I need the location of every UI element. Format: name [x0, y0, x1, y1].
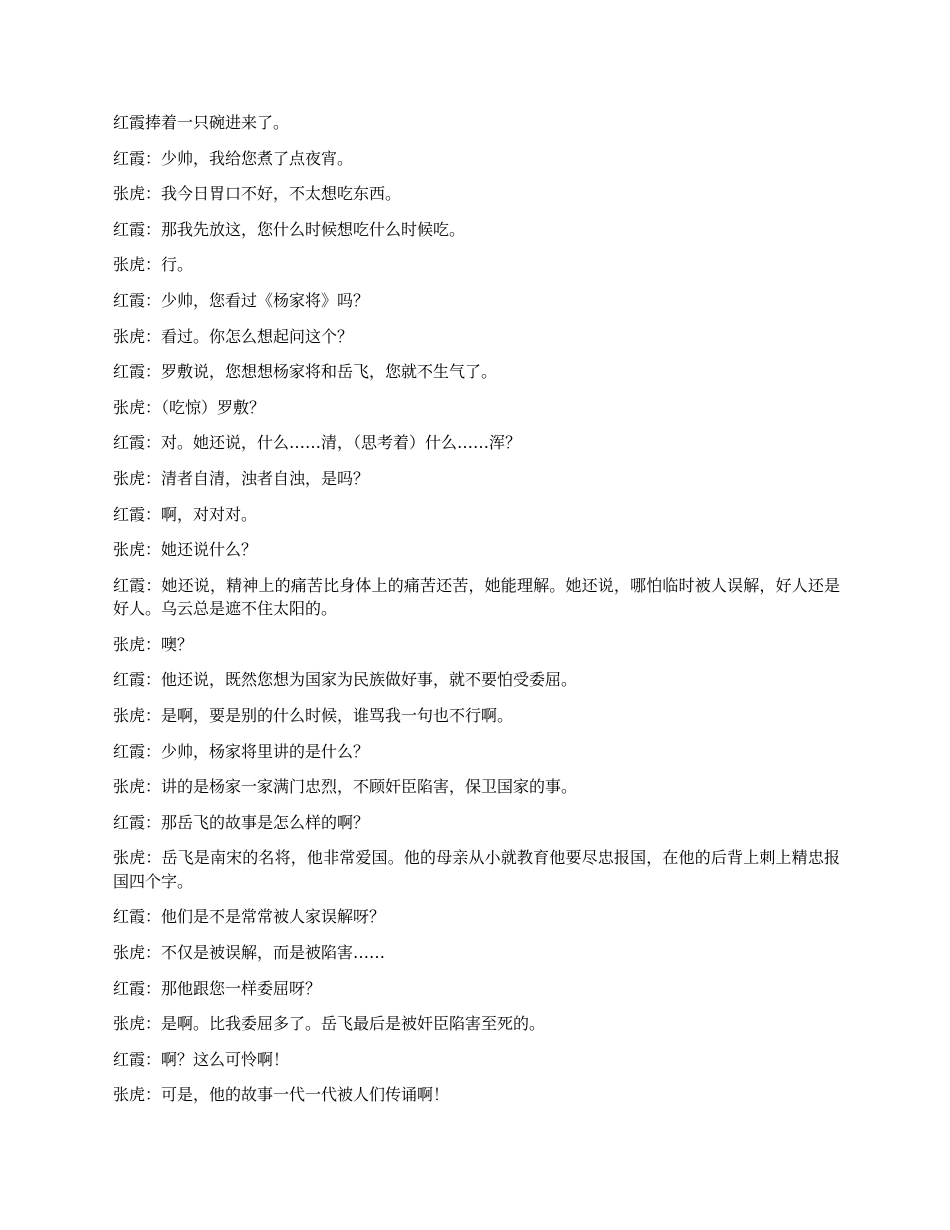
dialogue-line: 红霞：对。她还说，什么……清，（思考着）什么……浑？: [113, 433, 522, 453]
dialogue-line: 红霞：那我先放这，您什么时候想吃什么时候吃。: [113, 219, 466, 239]
dialogue-line: 红霞：罗敷说，您想想杨家将和岳飞，您就不生气了。: [113, 362, 498, 382]
dialogue-line: 张虎：是啊，要是别的什么时候，谁骂我一句也不行啊。: [113, 706, 514, 725]
script-text: [113, 111, 840, 1119]
dialogue-line: 张虎：我今日胃口不好，不太想吃东西。: [113, 184, 402, 204]
dialogue-line: 红霞：他们是不是常常被人家误解呀？: [113, 907, 386, 927]
dialogue-line: 红霞：那他跟您一样委屈呀？: [113, 978, 322, 998]
dialogue-line: 红霞：少帅，您看过《杨家将》吗？: [113, 290, 370, 310]
dialogue-line: 红霞：她还说，精神上的痛苦比身体上的痛苦还苦，她能理解。她还说，哪怕临时被人误解，好人还是好人。乌云总是遮不住太阳的。: [113, 575, 840, 619]
dialogue-line: 红霞：少帅，我给您煮了点夜宵。: [113, 148, 354, 168]
dialogue-line: 张虎：可是，他的故事一代一代被人们传诵啊！: [113, 1085, 450, 1105]
dialogue-line: 张虎：看过。你怎么想起问这个？: [113, 326, 354, 346]
dialogue-line: 张虎：讲的是杨家一家满门忠烈，不顾奸臣陷害，保卫国家的事。: [113, 777, 578, 797]
dialogue-line: 张虎：行。: [113, 255, 194, 275]
dialogue-line: 红霞：啊？这么可怜啊！: [113, 1049, 290, 1069]
dialogue-line: 红霞：啊，对对对。: [113, 504, 258, 524]
dialogue-line: 张虎：清者自清，浊者自浊，是吗？: [113, 468, 370, 488]
dialogue-line: 红霞：少帅，杨家将里讲的是什么？: [113, 741, 370, 761]
dialogue-line: 红霞：他还说，既然您想为国家为民族做好事，就不要怕受委屈。: [113, 670, 578, 690]
dialogue-line: 张虎：噢？: [113, 634, 194, 654]
dialogue-line: 张虎：岳飞是南宋的名将，他非常爱国。他的母亲从小就教育他要尽忠报国，在他的后背上刺上精忠报国四个字。: [113, 848, 840, 891]
dialogue-line: 红霞：那岳飞的故事是怎么样的啊？: [113, 812, 370, 832]
dialogue-line: 张虎：（吃惊）罗敷？: [113, 397, 266, 417]
dialogue-line: 张虎：不仅是被误解，而是被陷害……: [113, 943, 386, 963]
stage-direction: 红霞捧着一只碗进来了。: [113, 113, 290, 132]
dialogue-line: 张虎：她还说什么？: [113, 540, 258, 560]
dialogue-line: 张虎：是啊。比我委屈多了。岳飞最后是被奸臣陷害至死的。: [113, 1014, 546, 1034]
